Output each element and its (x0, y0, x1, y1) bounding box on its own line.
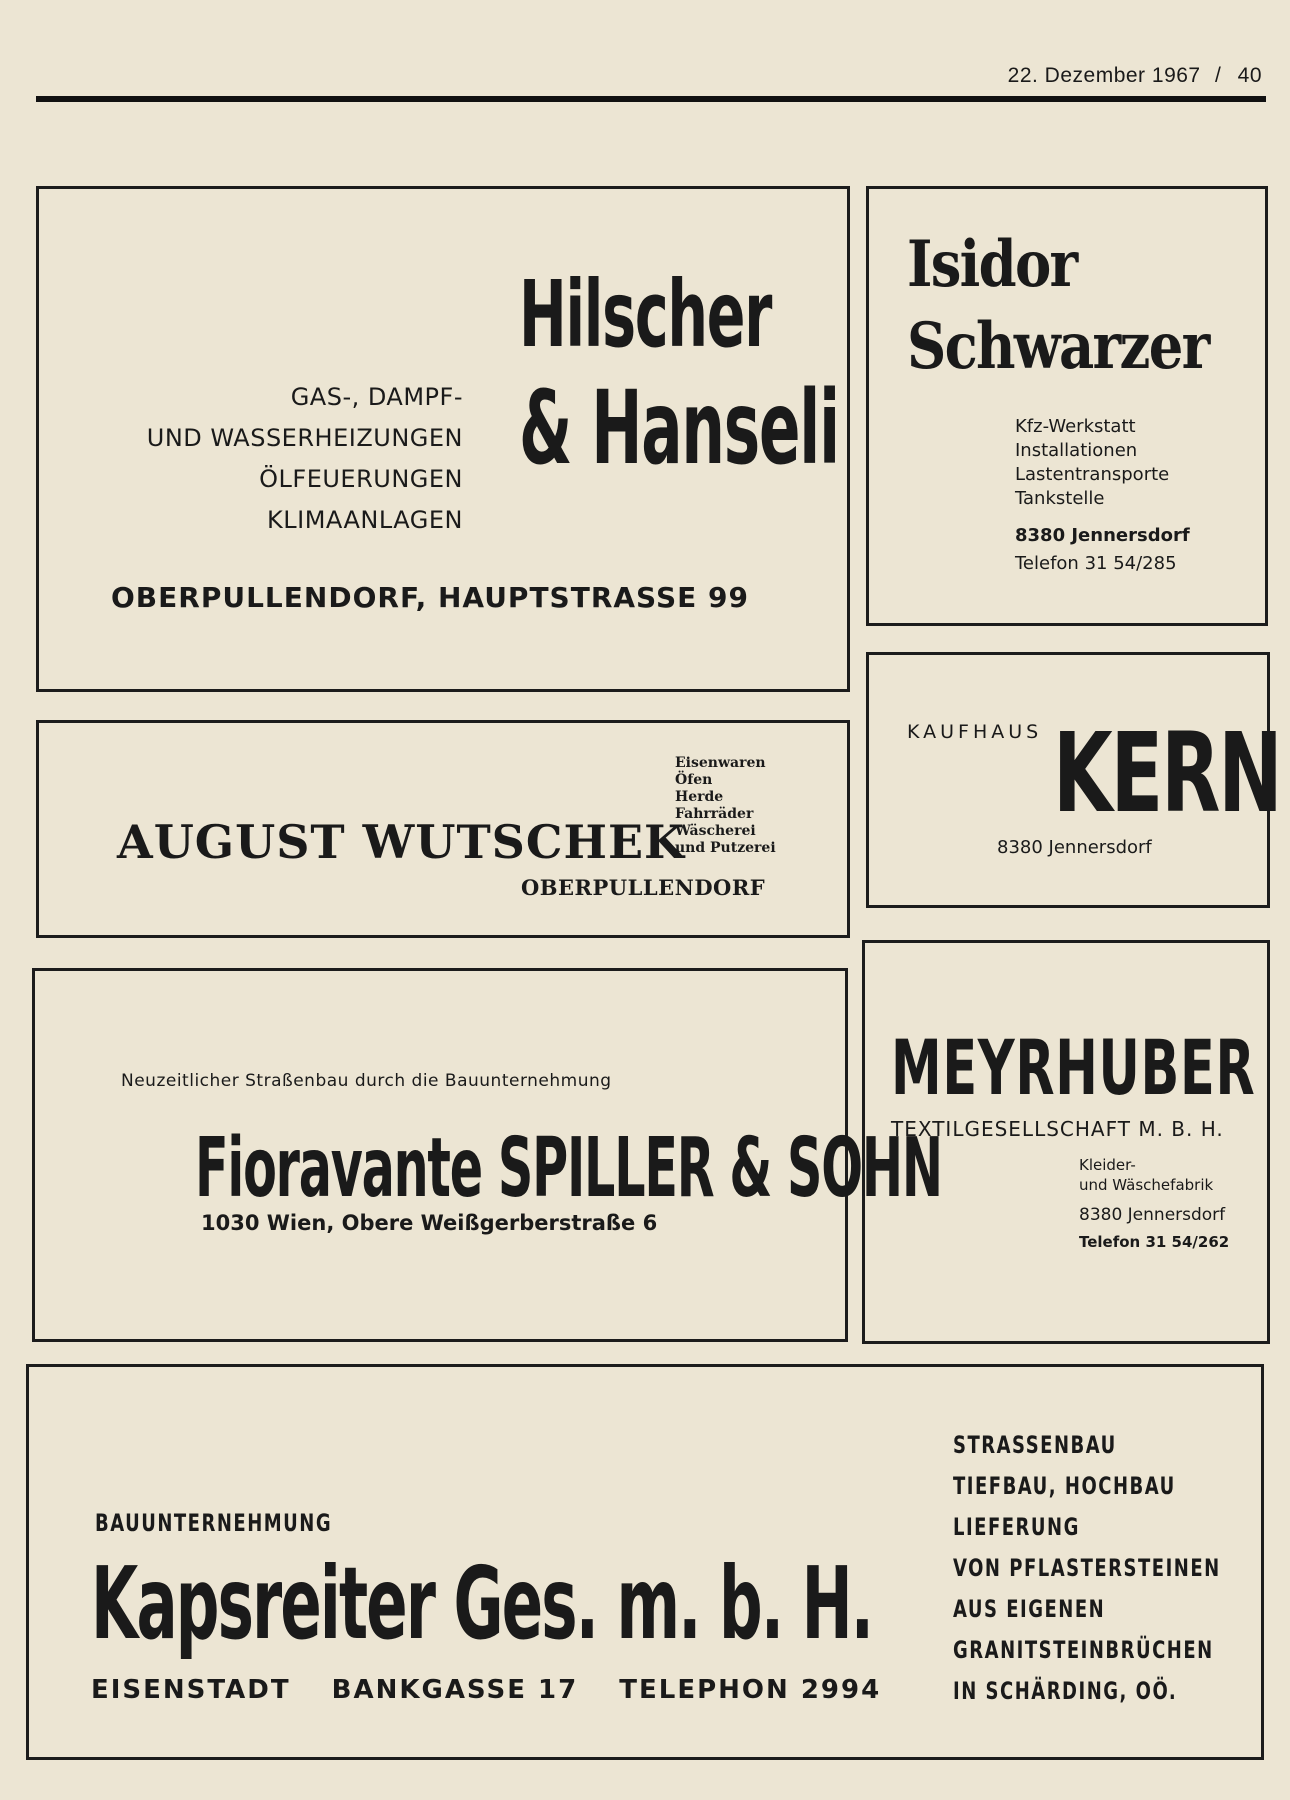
kapsreiter-service-line: GRANITSTEINBRÜCHEN (953, 1636, 1214, 1664)
header-rule (36, 96, 1266, 102)
isidor-services (1015, 415, 1169, 511)
isidor-service-line: Tankstelle (1015, 488, 1105, 509)
hilscher-services (147, 377, 463, 541)
wutschek-city: OBERPULLENDORF (521, 875, 766, 900)
kapsreiter-service-line: TIEFBAU, HOCHBAU (953, 1472, 1176, 1500)
kapsreiter-phone: TELEPHON 2994 (619, 1675, 882, 1705)
header-date: 22. Dezember 1967 (1007, 64, 1201, 87)
isidor-service-line: Lastentransporte (1015, 464, 1170, 485)
kapsreiter-services (953, 1425, 1290, 1712)
header-separator: / (1214, 64, 1222, 87)
ad-hilscher-hanseli (36, 186, 850, 692)
ad-isidor-schwarzer (866, 186, 1268, 626)
kern-prefix: KAUFHAUS (907, 721, 1043, 743)
meyrhuber-product-line: Kleider- (1079, 1156, 1136, 1174)
wutschek-item: Öfen (675, 772, 713, 788)
meyrhuber-subtitle: TEXTILGESELLSCHAFT M. B. H. (891, 1117, 1224, 1141)
meyrhuber-product-line: und Wäschefabrik (1079, 1176, 1214, 1194)
kapsreiter-service-line: VON PFLASTERSTEINEN (953, 1554, 1221, 1582)
ad-kapsreiter (26, 1364, 1264, 1760)
hilscher-service-line: UND WASSERHEIZUNGEN (146, 424, 463, 452)
hilscher-service-line: KLIMAANLAGEN (267, 506, 463, 534)
page-number: 40 (1237, 64, 1262, 87)
isidor-service-line: Kfz-Werkstatt (1015, 416, 1136, 437)
wutschek-item: Wäscherei (675, 823, 756, 839)
isidor-city: 8380 Jennersdorf (1015, 525, 1190, 546)
spiller-address: 1030 Wien, Obere Weißgerberstraße 6 (201, 1211, 658, 1235)
spiller-intro: Neuzeitlicher Straßenbau durch die Bauunternehmung (121, 1071, 612, 1091)
wutschek-item: und Putzerei (675, 840, 776, 856)
wutschek-items (675, 755, 776, 857)
wutschek-item: Fahrräder (675, 806, 754, 822)
hilscher-name-line1: Hilscher (519, 261, 772, 368)
hilscher-service-line: GAS-, DAMPF- (290, 383, 463, 411)
kapsreiter-street: BANKGASSE 17 (331, 1675, 579, 1705)
kapsreiter-service-line: IN SCHÄRDING, OÖ. (953, 1677, 1178, 1705)
meyrhuber-city: 8380 Jennersdorf (1079, 1205, 1226, 1225)
wutschek-item: Eisenwaren (675, 755, 766, 771)
hilscher-address: OBERPULLENDORF, HAUPTSTRASSE 99 (111, 581, 749, 614)
meyrhuber-phone: Telefon 31 54/262 (1079, 1233, 1230, 1251)
isidor-service-line: Installationen (1015, 440, 1138, 461)
kapsreiter-service-line: LIEFERUNG (953, 1513, 1080, 1541)
kapsreiter-address-line (91, 1675, 881, 1705)
page-header (1008, 64, 1262, 88)
hilscher-name-line2: & Hanseli (519, 369, 839, 488)
spiller-name: Fioravante SPILLER & SOHN (195, 1121, 942, 1216)
kapsreiter-service-line: AUS EIGENEN (953, 1595, 1106, 1623)
meyrhuber-name: MEYRHUBER (891, 1023, 1256, 1112)
kapsreiter-city: EISENSTADT (91, 1675, 291, 1705)
isidor-phone: Telefon 31 54/285 (1015, 553, 1177, 574)
ad-kaufhaus-kern (866, 652, 1281, 908)
kern-name: KERN (1053, 709, 1281, 837)
hilscher-service-line: ÖLFEUERUNGEN (259, 465, 463, 493)
ad-spiller-sohn (32, 968, 942, 1342)
ad-august-wutschek (36, 720, 850, 938)
kapsreiter-name: Kapsreiter Ges. m. b. H. (91, 1545, 873, 1662)
kapsreiter-label: BAUUNTERNEHMUNG (95, 1509, 333, 1537)
ad-meyrhuber (862, 940, 1270, 1344)
wutschek-name: AUGUST WUTSCHEK (117, 815, 686, 869)
kern-city: 8380 Jennersdorf (997, 837, 1152, 858)
isidor-name-line1: Isidor (907, 227, 1077, 302)
wutschek-item: Herde (675, 789, 724, 805)
isidor-name-line2: Schwarzer (907, 309, 1209, 384)
meyrhuber-products (1079, 1155, 1213, 1195)
kapsreiter-service-line: STRASSENBAU (953, 1431, 1117, 1459)
